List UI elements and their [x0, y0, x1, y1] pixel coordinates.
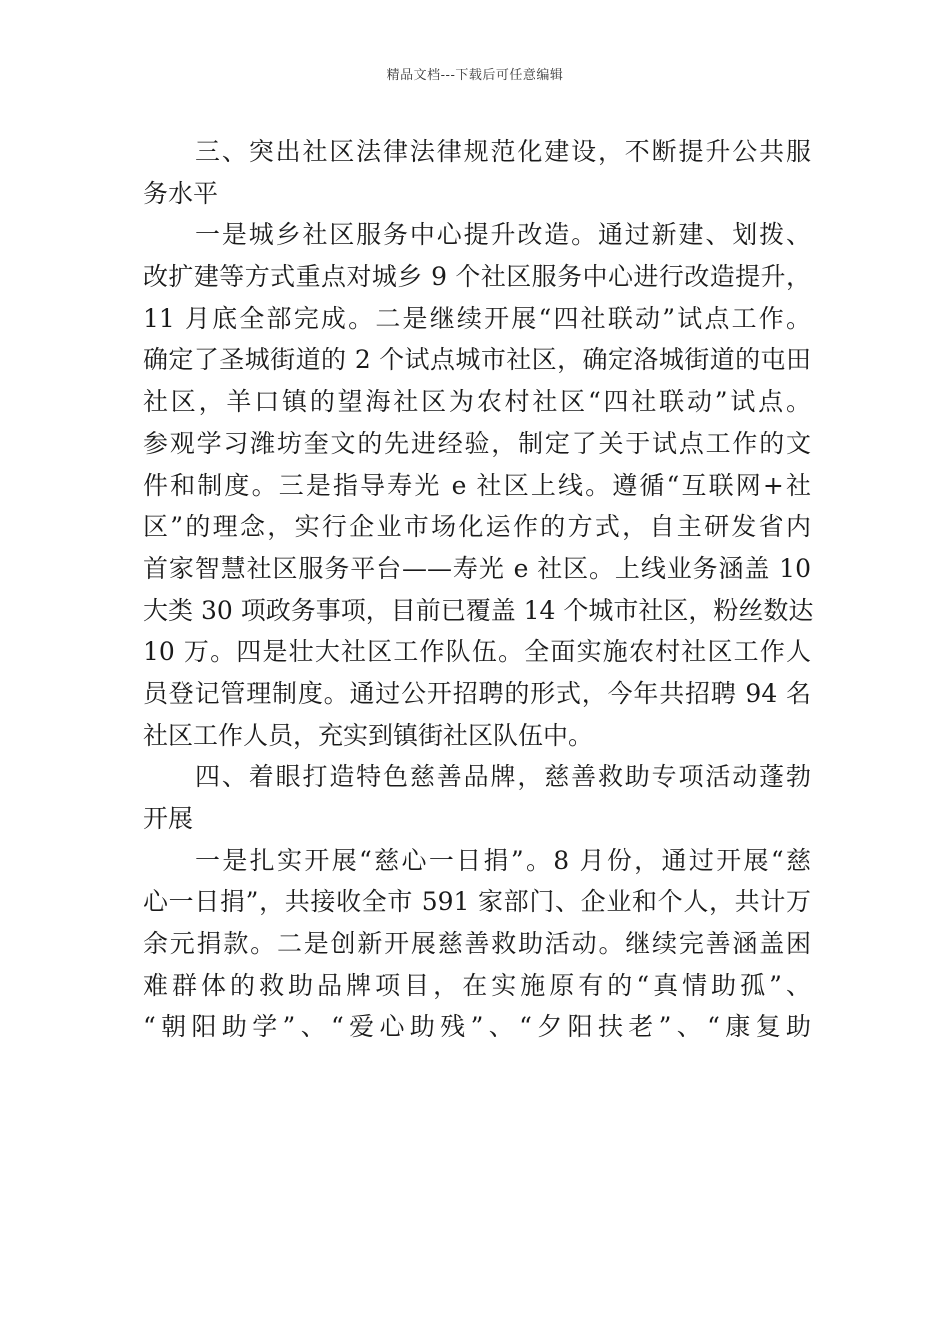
- paragraph-line: 一是扎实开展“慈心一日捐”。8 月份，通过开展“慈: [195, 845, 811, 875]
- paragraph-line: 参观学习潍坊奎文的先进经验，制定了关于试点工作的文: [143, 428, 811, 458]
- paragraph-line: 区”的理念，实行企业市场化运作的方式，自主研发省内: [143, 512, 811, 542]
- section-heading-4-line-1: 四、着眼打造特色慈善品牌，慈善救助专项活动蓬勃: [195, 762, 811, 792]
- section-heading-3-line-1: 三、突出社区法律法律规范化建设，不断提升公共服: [195, 137, 811, 166]
- paragraph-line: 11 月底全部完成。二是继续开展“四社联动”试点工作。: [143, 303, 811, 333]
- paragraph-line: 改扩建等方式重点对城乡 9 个社区服务中心进行改造提升，: [143, 262, 811, 292]
- paragraph-line: 一是城乡社区服务中心提升改造。通过新建、划拨、: [195, 220, 811, 250]
- paragraph-line: 大类 30 项政务事项，目前已覆盖 14 个城市社区，粉丝数达: [143, 595, 814, 625]
- paragraph-line: 员登记管理制度。通过公开招聘的形式，今年共招聘 94 名: [143, 678, 811, 708]
- paragraph-line: 首家智慧社区服务平台——寿光 e 社区。上线业务涵盖 10: [143, 553, 811, 583]
- paragraph-line: 社区，羊口镇的望海社区为农村社区“四社联动”试点。: [143, 387, 811, 417]
- paragraph-line: 件和制度。三是指导寿光 e 社区上线。遵循“互联网+社: [143, 470, 811, 500]
- paragraph-line: 余元捐款。二是创新开展慈善救助活动。继续完善涵盖困: [143, 929, 811, 959]
- paragraph-line: 难群体的救助品牌项目，在实施原有的“真情助孤”、: [143, 970, 811, 1000]
- section-heading-4-line-2: 开展: [143, 804, 194, 833]
- paragraph-line: 确定了圣城街道的 2 个试点城市社区，确定洛城街道的屯田: [143, 345, 811, 375]
- paragraph-line: 社区工作人员，充实到镇街社区队伍中。: [143, 720, 594, 750]
- page-header-watermark: 精品文档---下载后可任意编辑: [386, 68, 564, 83]
- paragraph-line: “朝阳助学”、“爱心助残”、“夕阳扶老”、“康复助: [143, 1012, 811, 1042]
- document-body: [143, 131, 814, 1048]
- paragraph-line: 心一日捐”，共接收全市 591 家部门、企业和个人，共计万: [143, 887, 811, 917]
- section-heading-3-line-2: 务水平: [143, 178, 219, 208]
- paragraph-line: 10 万。四是壮大社区工作队伍。全面实施农村社区工作人: [143, 637, 811, 667]
